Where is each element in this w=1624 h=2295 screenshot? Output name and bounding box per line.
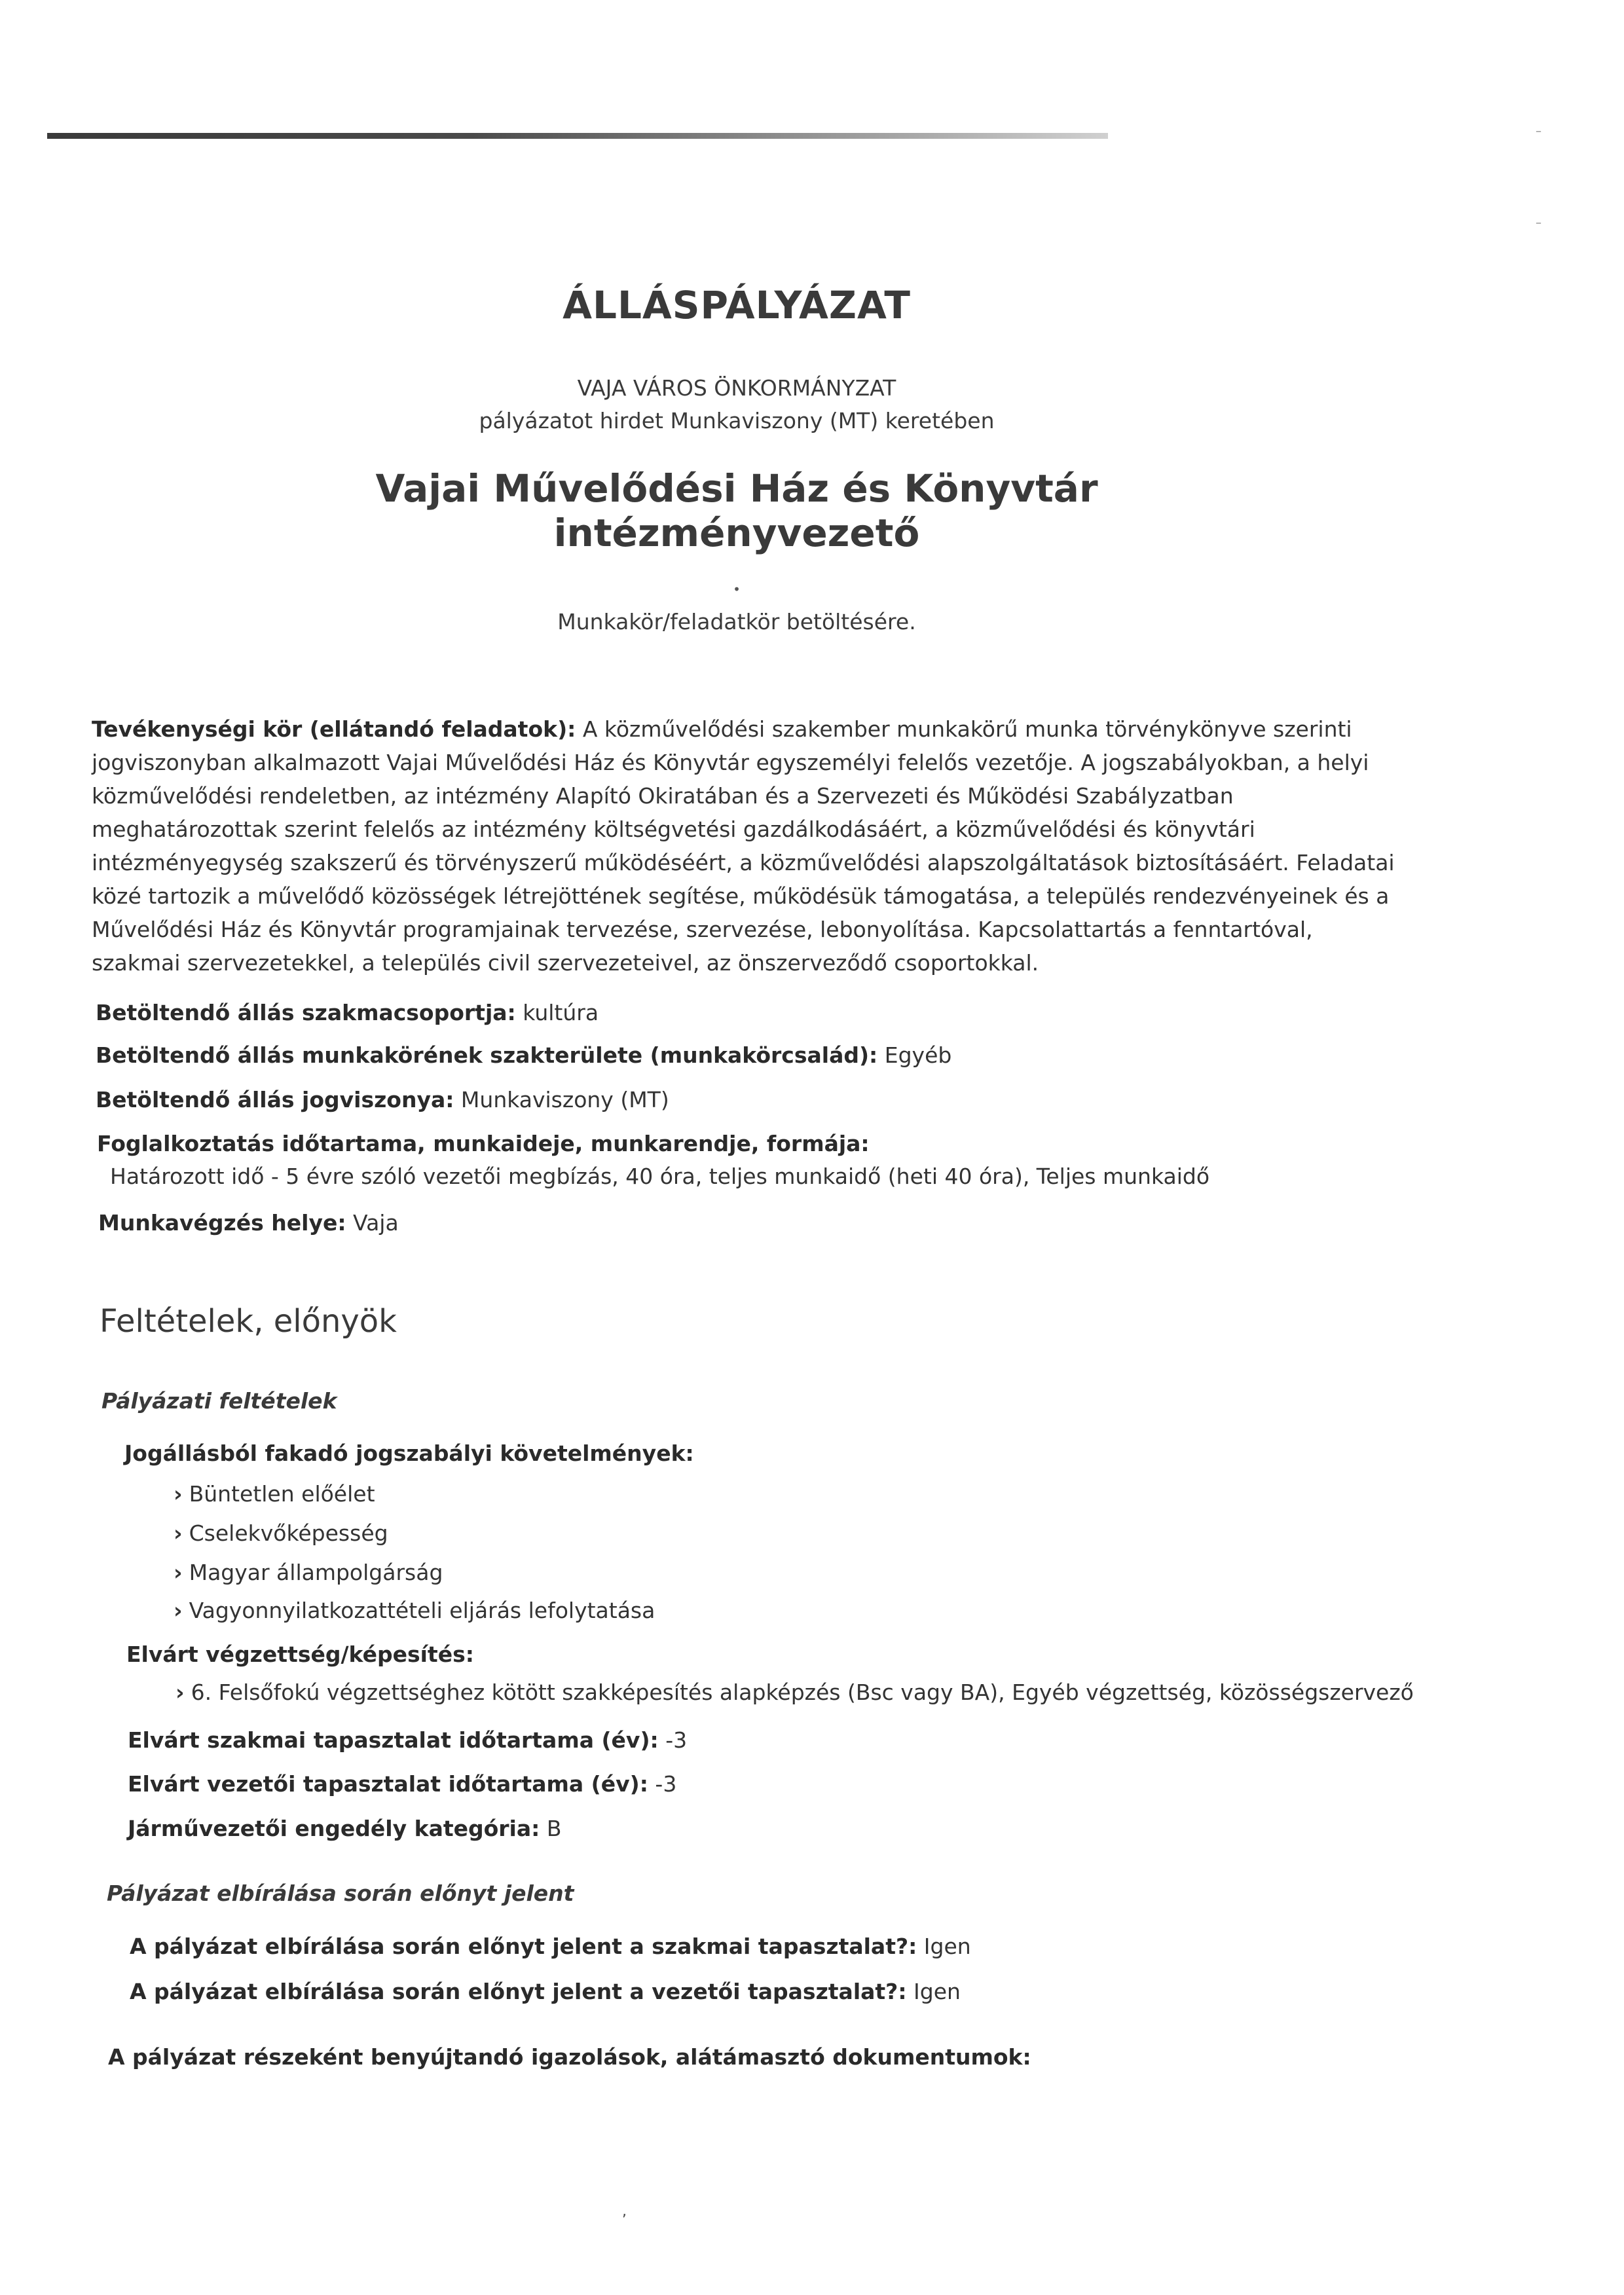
edge-mark: – <box>1536 124 1541 138</box>
section-title-conditions: Feltételek, előnyök <box>100 1303 397 1340</box>
list-item-text: Vagyonnyilatkozattételi eljárás lefolytatása <box>189 1598 655 1623</box>
field-driving-license <box>128 1816 561 1841</box>
subsection-advantages: Pályázat elbírálása során előnyt jelent <box>107 1881 574 1906</box>
page-title: ÁLLÁSPÁLYÁZAT <box>563 283 911 327</box>
field-label: Elvárt szakmai tapasztalat időtartama (év): <box>128 1727 659 1753</box>
field-value: Munkaviszony (MT) <box>454 1087 669 1112</box>
activity-scope-text: A közművelődési szakember munkakörű munka törvénykönyve szerinti jogviszonyban alkalmazott Vajai Művelődési Ház és Könyvtár egyszemélyi felelős vezetője. A jogszabályokban, a helyi közművelődési rendeletben, az intézmény Alapító Okiratában és a Szervezeti és Működési Szabályzatban meghatározottak szerint felelős az intézmény költségvetési gazdálkodásáért, a közművelődési és könyvtári intézményegység szakszerű és törvényszerű működéséért, a közművelődési alapszolgáltatások biztosításáért. Feladatai közé tartozik a művelődő közösségek létrejöttének segítése, működésük támogatása, a település rendezvényeinek és a Művelődési Ház és Könyvtár programjainak tervezése, szervezése, lebonyolítása. Kapcsolattartás a fenntartóval, szakmai szervezetekkel, a település civil szervezeteivel, az önszerveződő csoportokkal. <box>92 716 1395 976</box>
chevron-right-icon: › <box>174 1560 183 1585</box>
list-item <box>174 1560 443 1585</box>
field-label: Betöltendő állás szakmacsoportja: <box>96 1000 516 1025</box>
subsection-requirements: Pályázati feltételek <box>101 1388 337 1414</box>
field-advantage-professional <box>130 1934 971 1959</box>
field-value: Igen <box>917 1934 971 1959</box>
field-value: -3 <box>658 1727 688 1753</box>
position-title <box>0 466 1473 555</box>
list-item <box>174 1598 655 1623</box>
field-professional-experience <box>128 1727 687 1753</box>
field-employment-value: Határozott idő - 5 évre szóló vezetői megbízás, 40 óra, teljes munkaidő (heti 40 óra), Teljes munkaidő <box>110 1164 1210 1189</box>
field-label: Munkavégzés helye: <box>98 1210 346 1236</box>
field-advantage-management <box>130 1979 961 2004</box>
list-item-text: Magyar állampolgárság <box>189 1560 443 1585</box>
chevron-right-icon: › <box>174 1481 183 1507</box>
field-label: Betöltendő állás munkakörének szakterülete (munkakörcsalád): <box>96 1042 878 1068</box>
chevron-right-icon: › <box>174 1520 183 1546</box>
field-value: -3 <box>648 1771 677 1797</box>
position-title-line1: Vajai Művelődési Ház és Könyvtár <box>375 466 1098 511</box>
edge-mark: – <box>1536 216 1541 230</box>
decorative-mark: , <box>622 2203 627 2220</box>
field-label: Elvárt vezetői tapasztalat időtartama (év): <box>128 1771 648 1797</box>
header-rule <box>47 133 1108 139</box>
chevron-right-icon: › <box>175 1680 185 1705</box>
activity-scope-paragraph <box>92 712 1401 980</box>
legal-requirements-label <box>124 1441 694 1466</box>
field-label: A pályázat elbírálása során előnyt jelent a szakmai tapasztalat?: <box>130 1934 917 1959</box>
list-item-text: Büntetlen előélet <box>189 1481 375 1507</box>
list-item <box>174 1481 375 1507</box>
field-label: Elvárt végzettség/képesítés: <box>126 1642 474 1667</box>
position-title-line2: intézményvezető <box>553 511 920 555</box>
announcement-line: pályázatot hirdet Munkaviszony (MT) keretében <box>479 408 995 433</box>
field-label: A pályázat elbírálása során előnyt jelent a vezetői tapasztalat?: <box>130 1979 907 2004</box>
field-work-place <box>98 1210 399 1236</box>
field-professional-group <box>96 1000 599 1025</box>
field-label: Járművezetői engedély kategória: <box>128 1816 540 1841</box>
issuer-name: VAJA VÁROS ÖNKORMÁNYZAT <box>577 375 896 401</box>
decorative-dot: • <box>733 581 741 597</box>
list-item <box>174 1520 388 1546</box>
purpose-line: Munkakör/feladatkör betöltésére. <box>557 609 916 634</box>
list-item-text: Cselekvőképesség <box>189 1520 388 1546</box>
documents-label <box>108 2044 1031 2070</box>
list-item <box>175 1680 1414 1705</box>
education-label <box>126 1642 474 1667</box>
field-management-experience <box>128 1771 676 1797</box>
field-label: Betöltendő állás jogviszonya: <box>96 1087 454 1112</box>
field-label: A pályázat részeként benyújtandó igazolások, alátámasztó dokumentumok: <box>108 2044 1031 2070</box>
field-value: Egyéb <box>877 1042 952 1068</box>
chevron-right-icon: › <box>174 1598 183 1623</box>
field-legal-relation <box>96 1087 669 1112</box>
field-label: Foglalkoztatás időtartama, munkaideje, munkarendje, formája: <box>97 1131 870 1156</box>
field-value: Igen <box>906 1979 961 2004</box>
field-job-area <box>96 1042 951 1068</box>
activity-scope-label: Tevékenységi kör (ellátandó feladatok): <box>92 716 576 742</box>
field-label: Jogállásból fakadó jogszabályi követelmények: <box>124 1441 694 1466</box>
field-value: B <box>540 1816 562 1841</box>
field-employment-label <box>97 1131 870 1156</box>
field-value: kultúra <box>515 1000 599 1025</box>
field-value: Vaja <box>346 1210 399 1236</box>
list-item-text: 6. Felsőfokú végzettséghez kötött szakképesítés alapképzés (Bsc vagy BA), Egyéb végzettség, közösségszervező <box>191 1680 1414 1705</box>
